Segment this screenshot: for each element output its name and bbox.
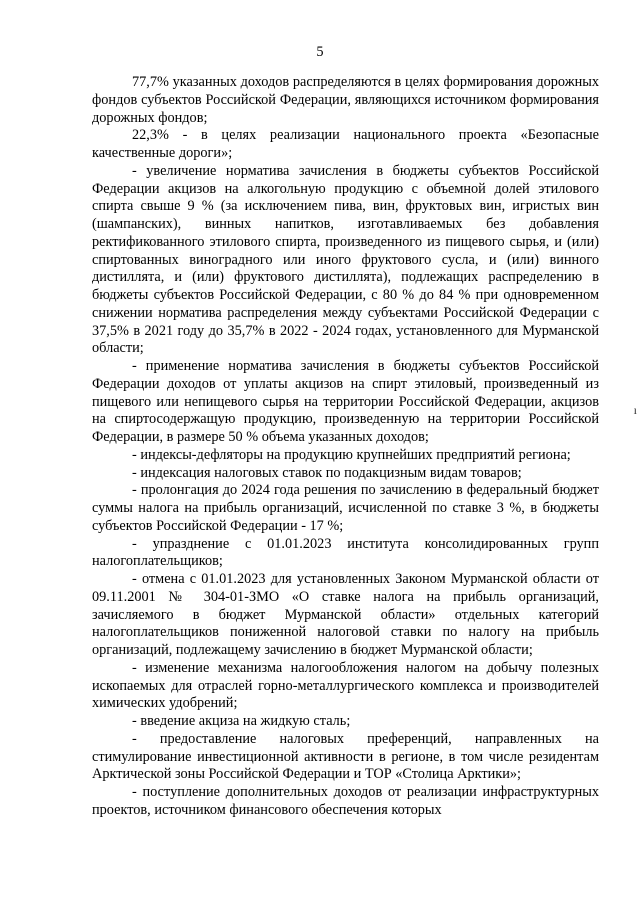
paragraph-reduced-rate-cancellation: - отмена с 01.01.2023 для установленных Законом Мурманской области от 09.11.2001 № 304-01-ЗМО «О ставке налога на прибыль организаций, зачисляемого в бюджет Мурманской области» отдельных категорий налогоплательщиков пониженной налоговой ставки по налогу на прибыль организаций, подлежащему зачислению в бюджет Мурманской области;: [92, 571, 599, 658]
paragraph-mineral-extraction-tax: - изменение механизма налогообложения налогом на добычу полезных ископаемых для отраслей горно-металлургического комплекса и производителей химических удобрений;: [92, 659, 599, 712]
paragraph-liquid-steel-excise: - введение акциза на жидкую сталь;: [132, 713, 351, 729]
paragraph-tax-preferences: - предоставление налоговых преференций, направленных на стимулирование инвестиционной активности в регионе, в том числе резидентам Арктической зоны Российской Федерации и ТОР «Столица Арктики»;: [92, 730, 599, 783]
paragraph-ethyl-spirit-excise: - применение норматива зачисления в бюджеты субъектов Российской Федерации доходов от уплаты акцизов на спирт этиловый, произведенный из пищевого или непищевого сырья на территории Российской Федерации, акцизов на спиртосодержащую продукцию, произведенную на территории Российской Федерации, в размере 50 % объема указанных доходов;: [92, 358, 599, 445]
paragraph-national-project-share: 22,3% - в целях реализации национального проекта «Безопасные качественные дороги»;: [92, 127, 599, 161]
paragraph-tax-rate-indexation: - индексация налоговых ставок по подакцизным видам товаров;: [132, 464, 522, 481]
paragraph-infrastructure-revenue: - поступление дополнительных доходов от реализации инфраструктурных проектов, источником финансового обеспечения которых: [92, 784, 599, 818]
paragraph-profit-tax-prolongation: - пролонгация до 2024 года решения по зачислению в федеральный бюджет суммы налога на прибыль организаций, исчисленной по ставке 3 %, в бюджеты субъектов Российской Федерации - 17 %;: [92, 482, 599, 534]
paragraph-deflator-indices: - индексы-дефляторы на продукцию крупнейших предприятий региона;: [132, 446, 571, 463]
paragraph-consolidated-groups: - упразднение с 01.01.2023 института консолидированных групп налогоплательщиков;: [92, 535, 599, 570]
paragraph-alcohol-excise-norm: - увеличение норматива зачисления в бюджеты субъектов Российской Федерации акцизов на алкогольную продукцию с объемной долей этилового спирта свыше 9 % (за исключением пива, вин, фруктовых вин, игристых вин (шампанских), винных напитков, изготавливаемых без добавления ректификованного этилового спирта, произведенного из пищевого сырья, и (или) спиртованных виноградного или иного фруктового сусла, и (или) винного дистиллята, и (или) фруктового дистиллята), подлежащих распределению в бюджеты субъектов Российской Федерации, с 80 % до 84 % при одновременном снижении норматива распределения между субъектами Российской Федерации с 37,5% в 2021 году до 35,7% в 2022 - 2024 годах, установленного для Мурманской области;: [92, 162, 599, 357]
page-number: 5: [316, 44, 324, 60]
body-text: [92, 74, 599, 820]
paragraph-road-funds-share: 77,7% указанных доходов распределяются в целях формирования дорожных фондов субъектов Российской Федерации, являющихся источником формирования дорожных фондов;: [92, 74, 599, 126]
scan-edge-mark: ı: [633, 403, 637, 417]
